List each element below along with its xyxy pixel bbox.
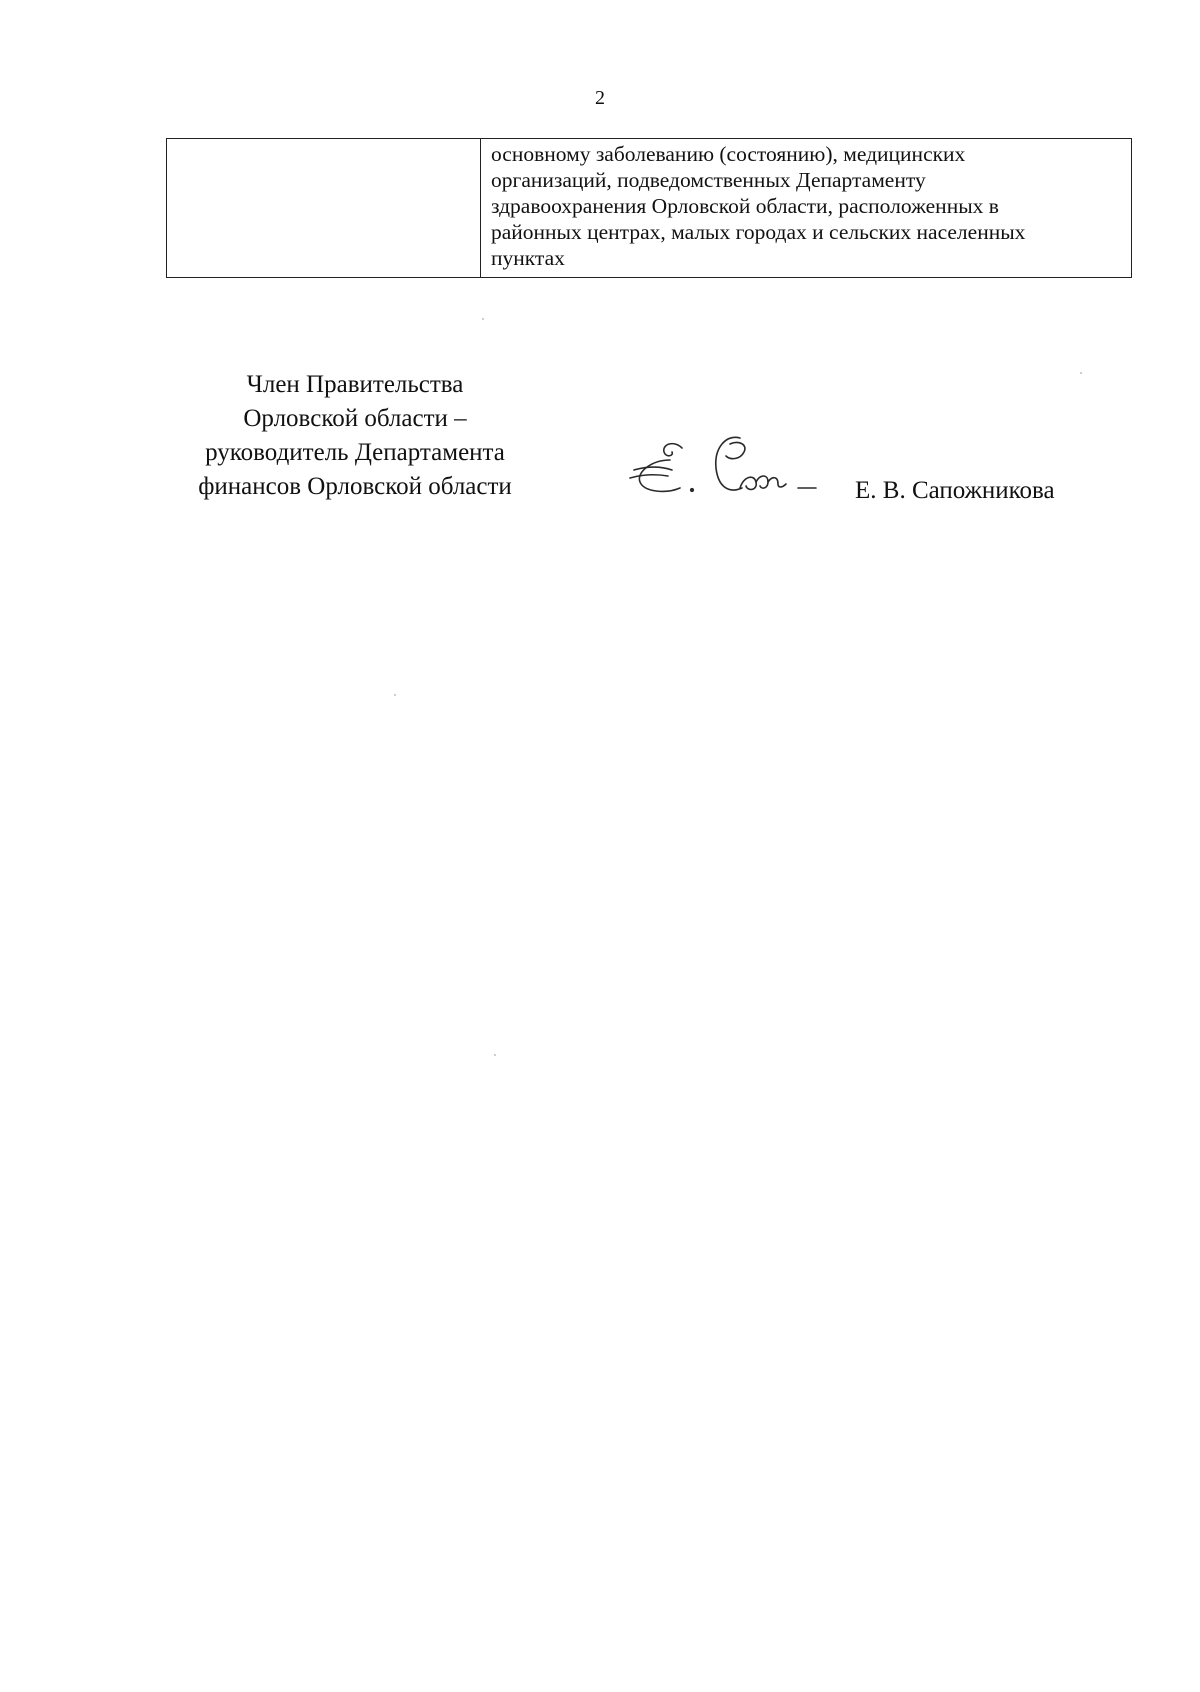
page-number: 2 (595, 87, 605, 109)
table-cell-line: основному заболеванию (состоянию), медицинских (491, 142, 966, 166)
content-table (166, 138, 1132, 278)
signatory-title (150, 368, 560, 504)
handwritten-signature (622, 430, 822, 510)
table-cell-line: здравоохранения Орловской области, расположенных в (491, 194, 999, 218)
table-cell-right (481, 139, 1132, 278)
table-cell-line: организаций, подведомственных Департаменту (491, 168, 926, 192)
table-row (167, 139, 1132, 278)
table-cell-line: пунктах (491, 246, 565, 270)
table-cell-left (167, 139, 481, 278)
signatory-title-line: финансов Орловской области (198, 473, 512, 500)
table-cell-line: районных центрах, малых городах и сельских населенных (491, 220, 1026, 244)
signatory-title-line: Член Правительства (246, 371, 464, 398)
scan-speck (394, 694, 396, 696)
signatory-title-line: Орловской области – (243, 405, 467, 432)
scan-speck (482, 318, 484, 320)
table-cell-text (481, 139, 1131, 271)
signer-name: Е. В. Сапожникова (855, 477, 1055, 504)
signatory-title-line: руководитель Департамента (205, 439, 505, 466)
scan-speck (1080, 372, 1082, 374)
scan-speck (494, 1054, 496, 1056)
